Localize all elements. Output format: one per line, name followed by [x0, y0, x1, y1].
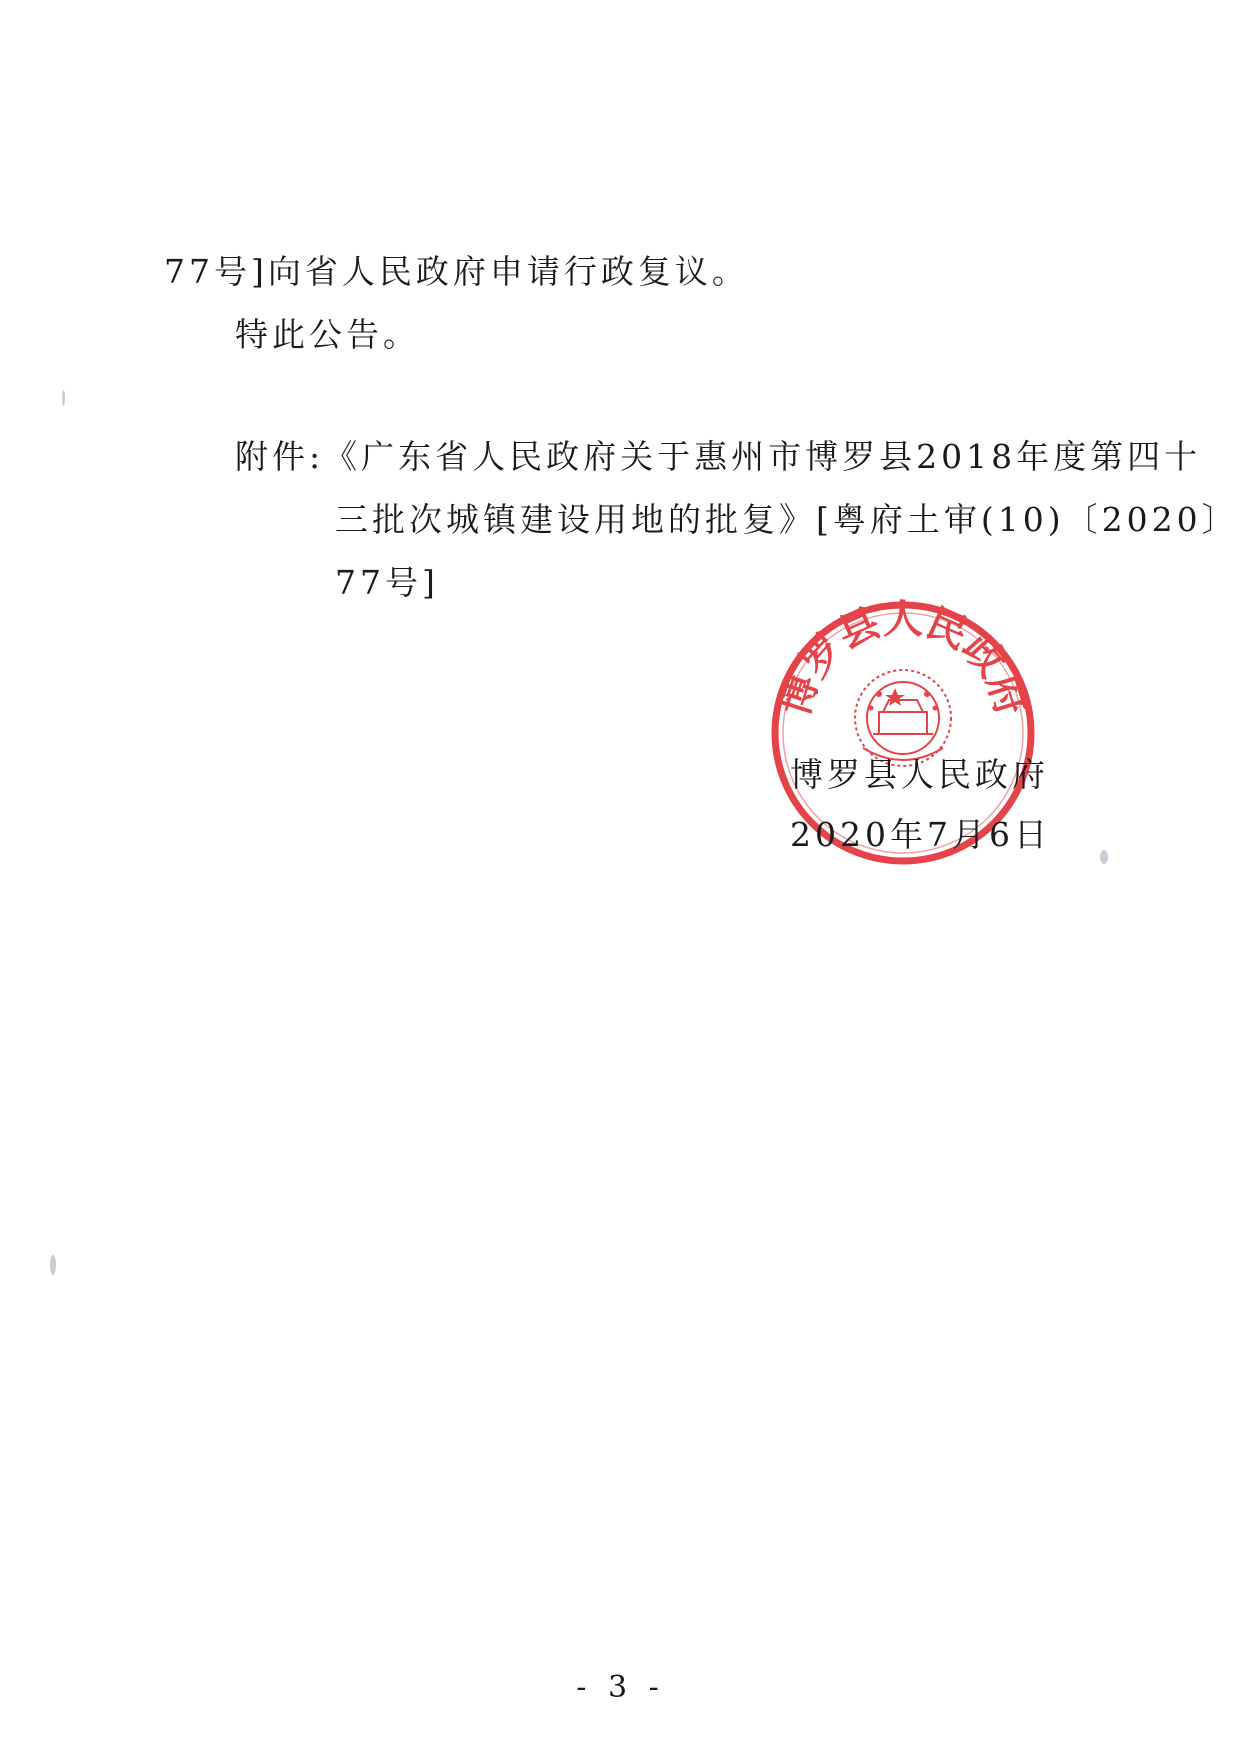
- body-line-2: 特此公告。: [235, 315, 420, 354]
- attachment-line-1: 附件:《广东省人民政府关于惠州市博罗县2018年度第四十: [235, 437, 1202, 476]
- signature-date: 2020年7月6日: [790, 815, 1051, 854]
- scan-speck: [1100, 850, 1108, 864]
- scan-speck: [50, 1255, 56, 1275]
- body-line-1: 77号]向省人民政府申请行政复议。: [164, 252, 749, 291]
- scan-speck: [62, 390, 65, 406]
- attachment-line-3: 77号]: [335, 563, 439, 602]
- signature-organization: 博罗县人民政府: [790, 755, 1049, 794]
- attachment-line-2: 三批次城镇建设用地的批复》[粤府土审(10)〔2020〕: [335, 500, 1239, 539]
- seal-text: 博罗县人民政府: [772, 598, 1034, 722]
- svg-text:博罗县人民政府: [772, 598, 1034, 721]
- page-number: - 3 -: [576, 1670, 665, 1705]
